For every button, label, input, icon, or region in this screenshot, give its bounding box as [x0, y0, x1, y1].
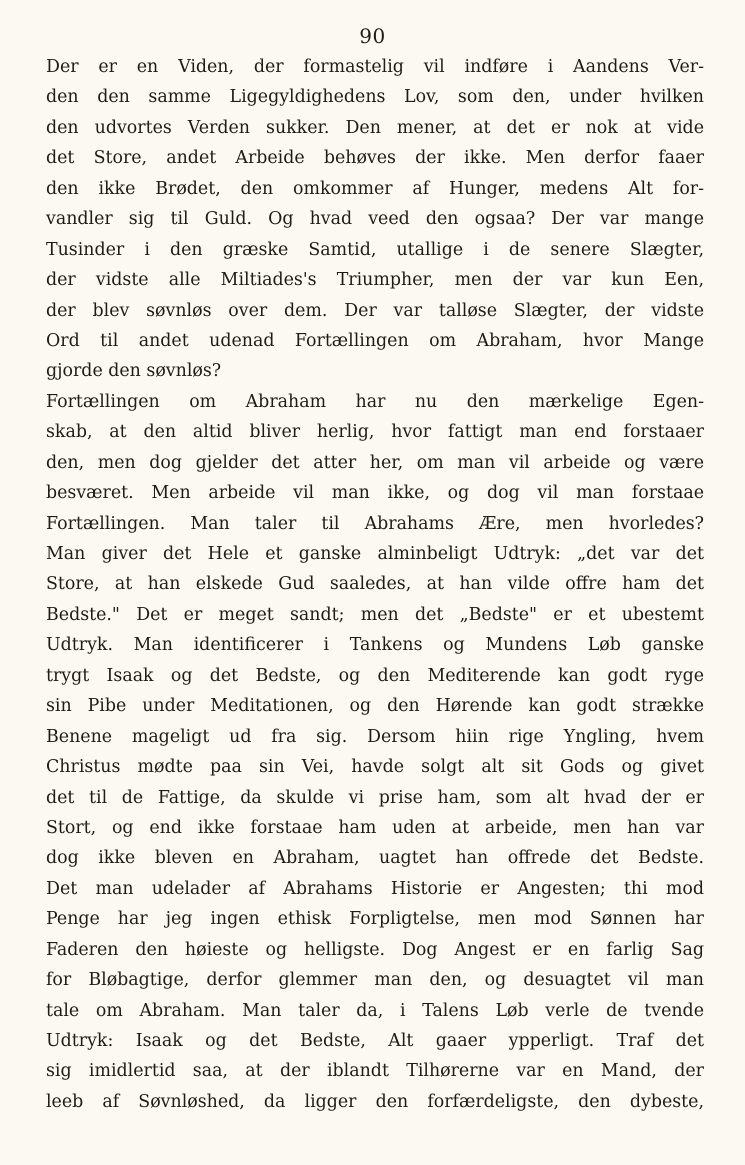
text-line: der blev søvnløs over dem. Der var talløse Slægter, der vidste — [46, 300, 704, 321]
text-line: Faderen den høieste og helligste. Dog Angest er en farlig Sag — [46, 939, 704, 960]
body-text — [46, 52, 704, 1117]
text-line: Bedste." Det er meget sandt; men det „Bedste" er et ubestemt — [46, 604, 704, 625]
text-line: den, men dog gjelder det atter her, om man vil arbeide og være — [46, 452, 704, 473]
text-line: Fortællingen. Man taler til Abrahams Ære, men hvorledes? — [46, 513, 704, 534]
text-line: Man giver det Hele et ganske alminbeligt Udtryk: „det var det — [46, 544, 704, 564]
text-line: Ord til andet udenad Fortællingen om Abraham, hvor Mange — [46, 330, 704, 351]
text-line: Udtryk. Man identificerer i Tankens og Mundens Løb ganske — [46, 635, 704, 656]
text-line: sig imidlertid saa, at der iblandt Tilhørerne var en Mand, der — [46, 1061, 704, 1082]
text-line: Udtryk: Isaak og det Bedste, Alt gaaer ypperligt. Traf det — [46, 1031, 704, 1051]
text-line: skab, at den altid bliver herlig, hvor fattigt man end forstaaer — [46, 422, 704, 443]
text-line: vandler sig til Guld. Og hvad veed den ogsaa? Der var mange — [46, 209, 704, 230]
page-number: 90 — [359, 24, 386, 48]
text-line: Tusinder i den græske Samtid, utallige i de senere Slægter, — [46, 239, 704, 260]
text-line: for Bløbagtige, derfor glemmer man den, og desuagtet vil man — [46, 970, 704, 991]
text-line: den ikke Brødet, den omkommer af Hunger, medens Alt for- — [46, 178, 704, 199]
text-line: Der er en Viden, der formastelig vil indføre i Aandens Ver- — [46, 57, 704, 77]
text-line: Benene mageligt ud fra sig. Dersom hiin rige Yngling, hvem — [46, 726, 704, 747]
text-line: det til de Fattige, da skulde vi prise ham, som alt hvad der er — [46, 787, 704, 808]
text-line: gjorde den søvnløs? — [46, 361, 222, 382]
text-line: den den samme Ligegyldighedens Lov, som den, under hvilken — [46, 87, 704, 108]
text-line: det Store, andet Arbeide behøves der ikke. Men derfor faaer — [46, 148, 704, 169]
text-line: trygt Isaak og det Bedste, og den Mediterende kan godt ryge — [46, 665, 704, 686]
text-line: dog ikke bleven en Abraham, uagtet han offrede det Bedste. — [46, 848, 704, 869]
text-line: leeb af Søvnløshed, da ligger den forfærdeligste, den dybeste, — [46, 1091, 704, 1112]
text-line: Store, at han elskede Gud saaledes, at han vilde offre ham det — [46, 574, 704, 595]
text-line: Fortællingen om Abraham har nu den mærkelige Egen- — [46, 391, 704, 412]
text-line: Christus mødte paa sin Vei, havde solgt alt sit Gods og givet — [46, 757, 704, 778]
text-line: sin Pibe under Meditationen, og den Hørende kan godt strække — [46, 696, 704, 717]
text-line: tale om Abraham. Man taler da, i Talens Løb verle de tvende — [46, 1000, 704, 1021]
text-line: der vidste alle Miltiades's Triumpher, men der var kun Een, — [46, 270, 704, 291]
text-line: den udvortes Verden sukker. Den mener, at det er nok at vide — [46, 117, 704, 138]
text-line: Det man udelader af Abrahams Historie er Angesten; thi mod — [46, 878, 704, 899]
text-line: besværet. Men arbeide vil man ikke, og dog vil man forstaae — [46, 483, 704, 504]
text-line: Stort, og end ikke forstaae ham uden at arbeide, men han var — [46, 817, 704, 838]
text-line: Penge har jeg ingen ethisk Forpligtelse, men mod Sønnen har — [46, 909, 704, 930]
